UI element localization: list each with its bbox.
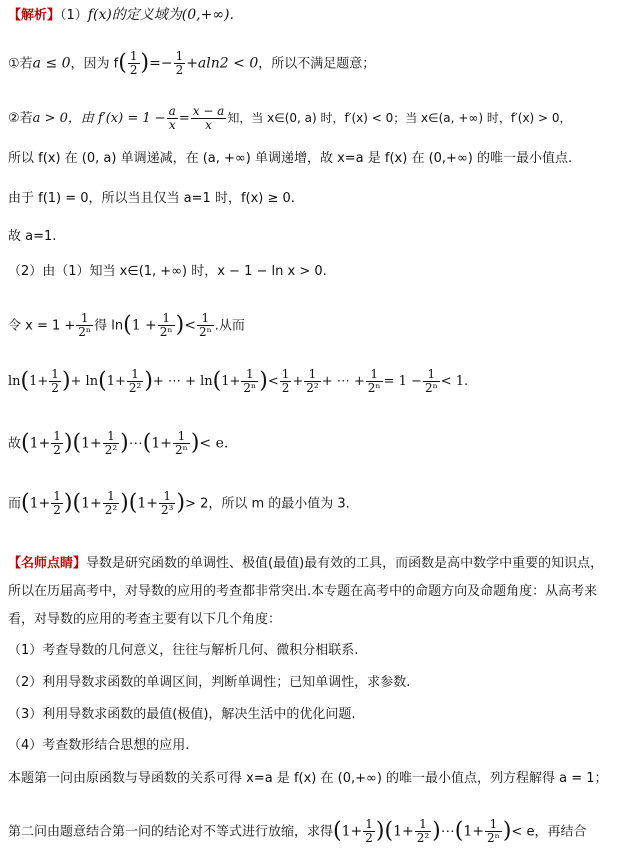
math-segment: +aln2 < 0 [186,55,259,72]
product-bound-line: 故(1+ $\frac{1}{2}$ )(1+ $\frac{1}{\text{2²}}$ )⋯(1+ $\frac{1}{\text{2ⁿ}}$ )< e. [8,429,229,457]
math-segment: ，由 f′(x) = 1 − [67,111,166,126]
paren: ) [140,50,150,76]
text-segment: ②若 [8,111,33,126]
domain-statement: f(x)的定义域为(0,+∞). [87,7,234,23]
minimum-m-line: 而(1+ $\frac{1}{2}$ )(1+ $\frac{1}{\text{2²}}$ )(1+ $\frac{1}{\text{2³}}$ )> 2，所以 m 的最小值为 3. [8,489,350,517]
fraction: $\frac{1}{2}$ [129,49,138,77]
note-line-2: 所以在历届高考中，对导数的应用的考查都非常突出.本专题在高考中的命题方向及命题角度：从高考来 [8,584,598,599]
note-item-1: （1）考查导数的几何意义，往往与解析几何、微积分相联系. [8,643,359,658]
fraction: $\frac{1}{2}$ [175,49,184,77]
note-line-summary-2: 第二问由题意结合第一问的结论对不等式进行放缩，求得(1+ $\frac{1}{2}$ )(1+ $\frac{1}{\text{2²}}$ )⋯(1+ $\frac{1}{\text{2ⁿ}}$ )< e，再结合 [8,817,587,845]
fraction: $\frac{x - a}{x}$ [192,104,225,132]
text-segment: ，因为 f [70,56,119,72]
math-segment: a > 0 [32,111,68,126]
text-segment: ①若 [8,56,33,72]
part-1-label: （1） [60,8,88,23]
note-item-4: （4）考查数形结合思想的应用. [8,738,190,753]
note-item-2: （2）利用导数求函数的单调区间，判断单调性；已知单调性，求参数. [8,675,411,690]
substitution-line: 令 x = 1 + $\frac{1}{\text{2ⁿ}}$ 得 ln(1 + $\frac{1}{\text{2ⁿ}}$ )< $\frac{1}{\text{2ⁿ}}$ .从而 [8,311,245,339]
teacher-note-tag: 【名师点睛】 [8,556,87,571]
note-line-3: 看，对导数的应用的考查主要有以下几个角度： [8,612,282,627]
sum-inequality-line: ln(1+ $\frac{1}{2}$ )+ ln(1+ $\frac{1}{\text{2²}}$ )+ ⋯ + ln(1+ $\frac{1}{\text{2ⁿ}}$ )< $\frac{1}{2}$ + $\frac{1}{\text{2²}}$ + ⋯ + $\frac{1}{\text{2ⁿ}}$ = 1 − $\frac{1}{\text{2ⁿ}}$ < 1. [8,367,469,395]
paren: ( [118,50,127,76]
text-segment: 故 a=1. [8,229,57,244]
text-segment: 得 ln [94,318,124,334]
fraction: $\frac{1}{\text{2ⁿ}}$ [159,311,173,339]
teacher-note-line: 【名师点睛】导数是研究函数的单调性、极值(最值)最有效的工具，而函数是高中数学中重要的知识点， [8,556,604,571]
text-segment: （2）由（1）知当 x∈(1, +∞) 时，x − 1 − ln x > 0. [8,264,327,279]
monotonic-line [8,150,634,168]
math-segment: < [184,317,196,334]
solution-heading-line [8,6,634,25]
text-segment: 所以 f(x) 在 (0, a) 单调递减，在 (a, +∞) 单调递增，故 x=a 是 f(x) 在 (0,+∞) 的唯一最小值点. [8,151,573,166]
text-segment: .从而 [214,318,245,334]
condition-line [8,190,634,208]
math-segment: a ≤ 0 [32,55,71,72]
conclusion-a-line [8,228,634,246]
text-segment: ，所以不满足题意； [258,56,376,72]
math-segment: =− [149,55,173,72]
fraction: $\frac{a}{x}$ [168,104,176,132]
text-segment: 知，当 x∈(0, a) 时，f′(x) < 0；当 x∈(a, +∞) 时，f′(x) > 0， [227,111,572,125]
fraction: $\frac{1}{\text{2ⁿ}}$ [198,311,212,339]
note-line-summary-1: 本题第一问由原函数与导函数的关系可得 x=a 是 f(x) 在 (0,+∞) 的唯一最小值点，列方程解得 a = 1； [8,771,608,786]
note-item-3: （3）利用导数求函数的最值(极值)，解决生活中的优化问题. [8,707,356,722]
math-segment: 1 + [131,317,157,334]
math-segment: = [178,111,190,126]
solution-tag: 【解析】 [8,8,61,23]
fraction: $\frac{1}{\text{2ⁿ}}$ [78,311,92,339]
part-2-line [8,263,634,281]
case-1-line [8,50,634,77]
text-segment: 由于 f(1) = 0，所以当且仅当 a=1 时，f(x) ≥ 0. [8,191,295,206]
text-segment: 令 x = 1 + [8,318,76,334]
case-2-line [8,105,634,132]
